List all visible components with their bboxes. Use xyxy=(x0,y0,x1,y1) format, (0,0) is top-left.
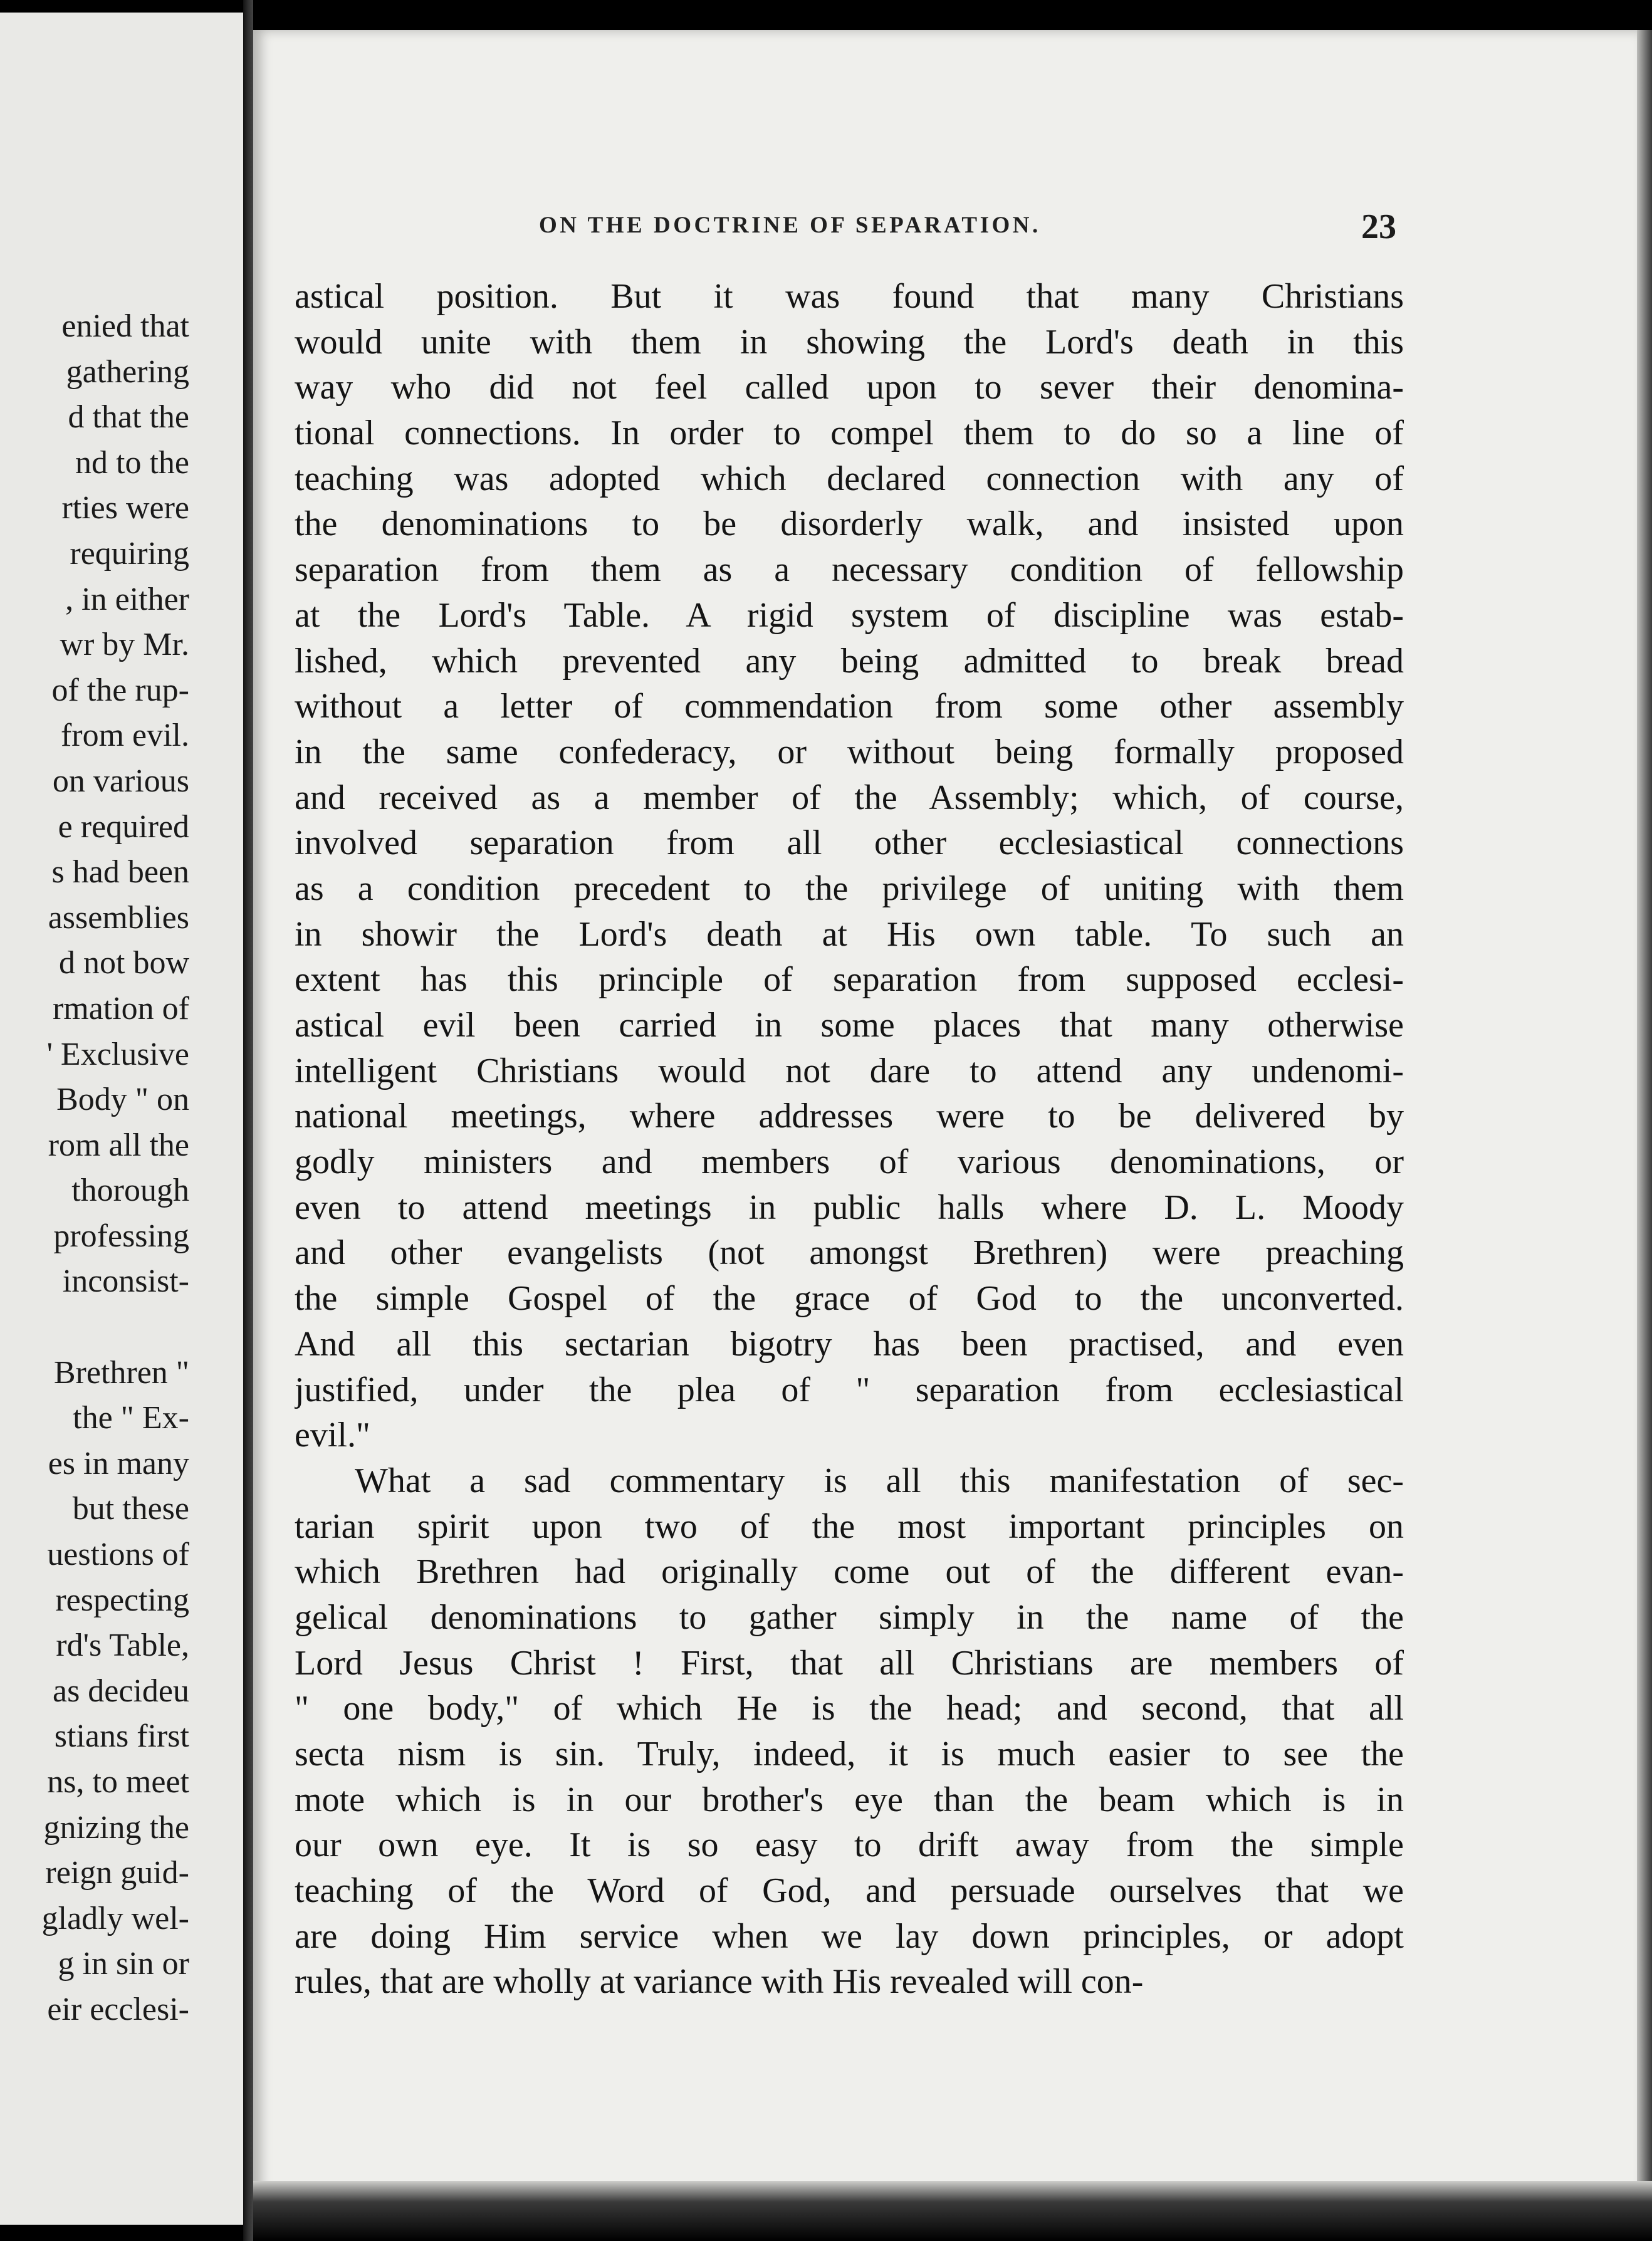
facing-page-line: ' Exclusive xyxy=(46,1036,189,1072)
facing-page-line: of the rup- xyxy=(51,672,189,708)
facing-page-line: rmation of xyxy=(52,990,189,1026)
facing-page-line: g in sin or xyxy=(58,1946,189,1982)
text-line: and other evangelists (not amongst Brethren) were preaching xyxy=(295,1233,1404,1273)
text-line: teaching was adopted which declared connection with any of xyxy=(295,459,1404,498)
text-line: involved separation from all other ecclesiastical connections xyxy=(295,823,1404,863)
facing-page-line: wr by Mr. xyxy=(60,627,189,663)
text-line: are doing Him service when we lay down principles, or adopt xyxy=(295,1916,1404,1956)
text-line: " one body," of which He is the head; and second, that all xyxy=(295,1689,1404,1728)
facing-page-line: s had been xyxy=(51,854,189,891)
text-line: which Brethren had originally come out of the different evan- xyxy=(295,1552,1404,1592)
text-line: as a condition precedent to the privilege of uniting with them xyxy=(295,869,1404,908)
facing-page-line: inconsist- xyxy=(62,1263,189,1300)
facing-page-line: the " Ex- xyxy=(73,1400,189,1436)
text-line: separation from them as a necessary condition of fellowship xyxy=(295,550,1404,590)
facing-page-line: Body " on xyxy=(56,1082,189,1118)
facing-page-line: but these xyxy=(72,1491,189,1527)
running-head: ON THE DOCTRINE OF SEPARATION. xyxy=(539,212,1041,238)
text-line: at the Lord's Table. A rigid system of discipline was estab- xyxy=(295,595,1404,635)
text-line: astical evil been carried in some places that many otherwise xyxy=(295,1006,1404,1045)
text-line: in the same confederacy, or without being formally proposed xyxy=(295,732,1404,771)
facing-page-line: d that the xyxy=(68,399,189,436)
facing-page-line: gladly wel- xyxy=(41,1900,189,1936)
facing-page-line: stians first xyxy=(54,1718,189,1755)
page-number: 23 xyxy=(1361,207,1396,246)
facing-page xyxy=(0,13,243,2225)
text-line: our own eye. It is so easy to drift away from the simple xyxy=(295,1826,1404,1865)
facing-page-line: es in many xyxy=(48,1445,189,1481)
facing-page-line: d not bow xyxy=(59,945,189,981)
text-line: mote which is in our brother's eye than the beam which is in xyxy=(295,1780,1404,1819)
facing-page-line: gathering xyxy=(66,353,189,390)
facing-page-line: e required xyxy=(58,808,189,845)
text-line: national meetings, where addresses were to be delivered by xyxy=(295,1097,1404,1136)
facing-page-line: assemblies xyxy=(48,899,189,936)
facing-page-line: ns, to meet xyxy=(47,1764,189,1800)
text-line: would unite with them in showing the Lord's death in this xyxy=(295,322,1404,362)
facing-page-line: reign guid- xyxy=(45,1855,189,1891)
page-bottom-edge xyxy=(253,2181,1652,2241)
body-text xyxy=(295,274,1404,2005)
text-line: Lord Jesus Christ ! First, that all Christians are members of xyxy=(295,1643,1404,1683)
facing-page-line: Brethren " xyxy=(53,1354,189,1391)
facing-page-line: gnizing the xyxy=(43,1809,189,1846)
text-line: justified, under the plea of " separation from ecclesiastical xyxy=(295,1370,1404,1409)
text-line: rules, that are wholly at variance with His revealed will con- xyxy=(295,1962,1144,2002)
text-line: the denominations to be disorderly walk, and insisted upon xyxy=(295,504,1404,544)
text-line: without a letter of commendation from some other assembly xyxy=(295,687,1404,726)
text-line: even to attend meetings in public halls where D. L. Moody xyxy=(295,1188,1404,1227)
facing-page-line: , in either xyxy=(65,581,189,617)
text-line: gelical denominations to gather simply in the name of the xyxy=(295,1597,1404,1637)
text-line: lished, which prevented any being admitted to break bread xyxy=(295,641,1404,681)
facing-page-line: rties were xyxy=(61,490,189,526)
text-line: teaching of the Word of God, and persuade ourselves that we xyxy=(295,1871,1404,1911)
facing-page-line xyxy=(0,1305,189,1350)
facing-page-line: eir ecclesi- xyxy=(47,1991,189,2027)
facing-page-line: on various xyxy=(52,763,189,799)
text-line: tarian spirit upon two of the most important principles on xyxy=(295,1507,1404,1546)
text-line: astical position. But it was found that many Christians xyxy=(295,277,1404,316)
facing-page-line: requiring xyxy=(70,535,189,572)
text-line: tional connections. In order to compel them to do so a line of xyxy=(295,414,1404,453)
page-edge xyxy=(1637,30,1652,2210)
text-line: way who did not feel called upon to sever their denomina- xyxy=(295,368,1404,407)
text-line: What a sad commentary is all this manifestation of sec- xyxy=(355,1461,1404,1500)
facing-page-line: as decideu xyxy=(52,1673,189,1709)
book-gutter xyxy=(243,0,253,2241)
text-line: the simple Gospel of the grace of God to the unconverted. xyxy=(295,1279,1404,1319)
facing-page-line: enied that xyxy=(61,308,189,344)
facing-page-line: respecting xyxy=(55,1582,189,1618)
facing-page-line: professing xyxy=(53,1218,189,1254)
facing-page-line: rom all the xyxy=(48,1127,189,1163)
facing-page-line: rd's Table, xyxy=(56,1627,189,1664)
text-line: evil." xyxy=(295,1416,370,1455)
text-line: intelligent Christians would not dare to attend any undenomi- xyxy=(295,1051,1404,1090)
facing-page-line: uestions of xyxy=(47,1537,189,1573)
facing-page-text xyxy=(0,304,189,2033)
text-line: in showir the Lord's death at His own table. To such an xyxy=(295,914,1404,954)
text-line: extent has this principle of separation from supposed ecclesi- xyxy=(295,960,1404,1000)
text-line: secta nism is sin. Truly, indeed, it is much easier to see the xyxy=(295,1735,1404,1773)
text-line: godly ministers and members of various denominations, or xyxy=(295,1142,1404,1182)
text-line: and received as a member of the Assembly; which, of course, xyxy=(295,778,1404,817)
facing-page-line: from evil. xyxy=(60,718,189,754)
facing-page-line: thorough xyxy=(71,1173,189,1209)
text-line: And all this sectarian bigotry has been practised, and even xyxy=(295,1324,1404,1364)
facing-page-line: nd to the xyxy=(75,444,189,481)
